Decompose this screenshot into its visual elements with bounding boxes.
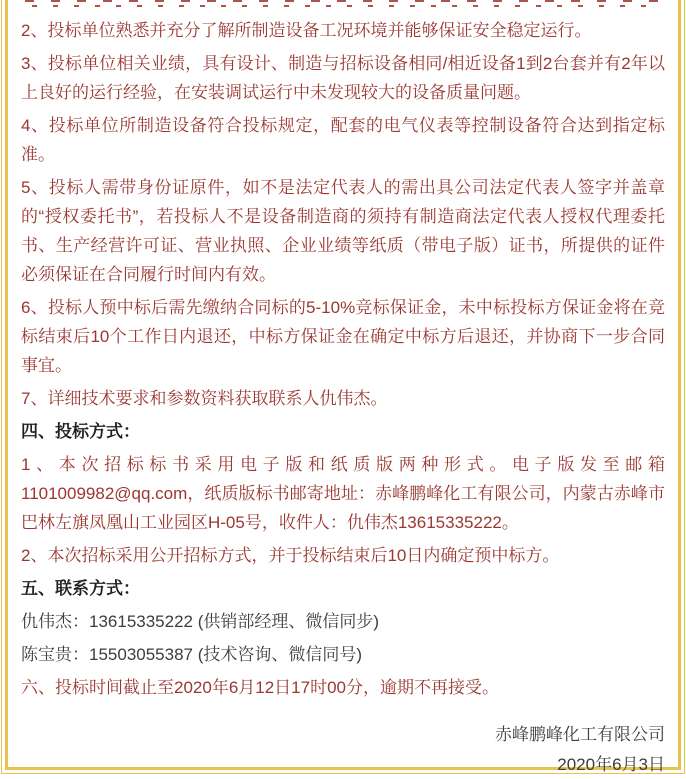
deadline-line: 六、投标时间截止至2020年6月12日17时00分，逾期不再接受。 (21, 678, 499, 697)
contact-line-qiuweijie: 仇伟杰：13615335222 (供销部经理、微信同步) (21, 612, 380, 631)
section-heading-contact: 五、联系方式： (21, 579, 140, 598)
signature-date: 2020年6月3日 (557, 755, 665, 774)
requirement-item-6: 6、投标人预中标后需先缴纳合同标的5-10%竞标保证金，未中标投标方保证金将在竞标结束后10个工作日内退还，中标方保证金在确定中标方后退还，并协商下一步合同事宜。 (21, 298, 665, 375)
signature-block (21, 720, 665, 779)
requirement-item-4: 4、投标单位所制造设备符合投标规定，配套的电气仪表等控制设备符合达到指定标准。 (21, 116, 665, 164)
requirement-item-3: 3、投标单位相关业绩，具有设计、制造与招标设备相同/相近设备1到2台套并有2年以上良好的运行经验，在安装调试运行中未发现较大的设备质量问题。 (21, 54, 665, 102)
requirement-item-7: 7、详细技术要求和参数资料获取联系人仇伟杰。 (21, 389, 388, 408)
section-heading-bid-method: 四、投标方式： (21, 422, 140, 441)
requirement-item-2: 2、投标单位熟悉并充分了解所制造设备工况环境并能够保证安全稳定运行。 (21, 21, 592, 40)
clipped-text-remnant (25, 0, 661, 7)
document-content (21, 0, 665, 779)
contact-line-chenbaogui: 陈宝贵：15503055387 (技术咨询、微信同号) (21, 645, 363, 664)
bid-method-item-1: 1、本次招标标书采用电子版和纸质版两种形式。电子版发至邮箱1101009982@qq.com，纸质版标书邮寄地址：赤峰鹏峰化工有限公司，内蒙古赤峰市巴林左旗凤凰山工业园区H-05号，收件人：仇伟杰13615335222。 (21, 455, 665, 532)
requirement-item-5: 5、投标人需带身份证原件，如不是法定代表人的需出具公司法定代表人签字并盖章的“授权委托书”，若投标人不是设备制造商的须持有制造商法定代表人授权代理委托书、生产经营许可证、营业执照、企业业绩等纸质（带电子版）证书，所提供的证件必须保证在合同履行时间内有效。 (21, 178, 665, 284)
signature-company: 赤峰鹏峰化工有限公司 (495, 725, 665, 744)
bid-method-item-2: 2、本次招标采用公开招标方式，并于投标结束后10日内确定预中标方。 (21, 546, 560, 565)
